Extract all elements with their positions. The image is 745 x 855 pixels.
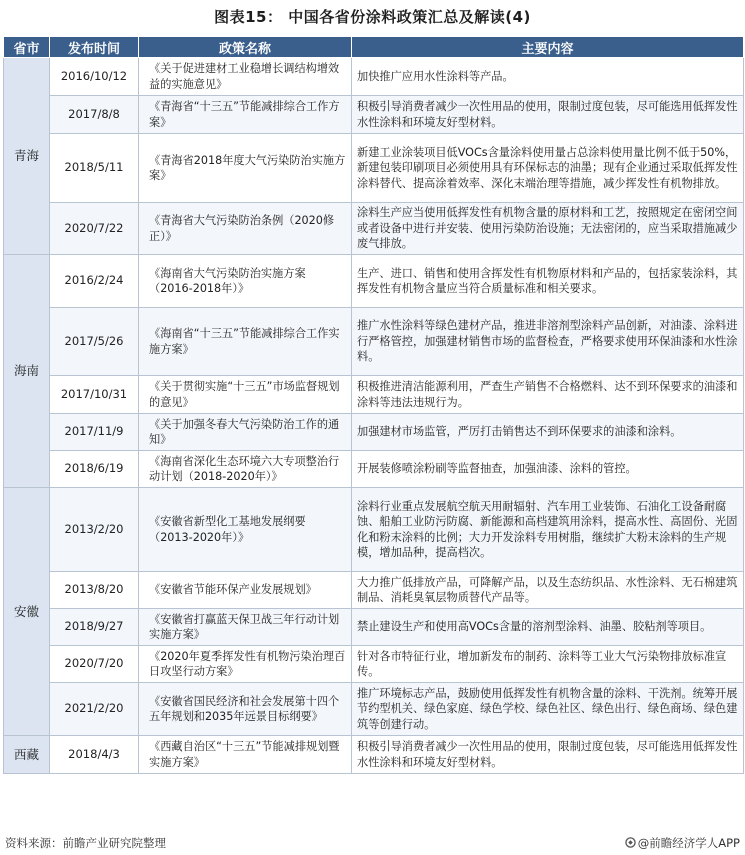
header-policy: 政策名称 [139,37,352,58]
content-cell: 禁止建设生产和使用高VOCs含量的溶剂型涂料、油墨、胶粘剂等项目。 [352,609,744,646]
table-row [4,255,744,308]
policy-name-cell: 《青海省2018年度大气污染防治实施方案》 [139,134,352,203]
table-row [4,414,744,451]
province-cell: 西藏 [4,736,50,774]
table-row [4,451,744,488]
content-cell: 涂料行业重点发展航空航天用耐辐射、汽车用工业装饰、石油化工设备耐腐蚀、船舶工业防污防腐、新能源和高档建筑用涂料，提高水性、高固份、光固化和粉末涂料的比例；大力开发涂料专用树脂，继续扩大粉末涂料的生产规模，增加品种，提高档次。 [352,488,744,572]
table-row [4,134,744,203]
table-row [4,308,744,376]
policy-name-cell: 《安徽省节能环保产业发展规划》 [139,572,352,609]
policy-name-cell: 《安徽省打赢蓝天保卫战三年行动计划实施方案》 [139,609,352,646]
policy-table [3,36,744,774]
source-note: 资料来源：前瞻产业研究院整理 [5,836,166,850]
table-row [4,646,744,683]
brand-label: @前瞻经济学人APP [637,836,740,850]
date-cell: 2020/7/22 [50,203,139,255]
date-cell: 2018/9/27 [50,609,139,646]
date-cell: 2018/5/11 [50,134,139,203]
policy-name-cell: 《关于贯彻实施“十三五”市场监督规划的意见》 [139,376,352,414]
policy-name-cell: 《安徽省国民经济和社会发展第十四个五年规划和2035年远景目标纲要》 [139,683,352,736]
province-cell: 青海 [4,58,50,255]
brand-logo [625,835,740,851]
policy-name-cell: 《青海省大气污染防治条例（2020修正）》 [139,203,352,255]
table-row [4,609,744,646]
table-row [4,96,744,134]
date-cell: 2021/2/20 [50,683,139,736]
qianzhan-logo-icon [625,836,636,850]
province-cell: 海南 [4,255,50,488]
chart-title: 图表15： 中国各省份涂料政策汇总及解读(4) [214,8,531,26]
content-cell: 生产、进口、销售和使用含挥发性有机物原材料和产品的，包括家装涂料，其挥发性有机物含量应当符合质量标准和相关要求。 [352,255,744,308]
policy-name-cell: 《青海省“十三五”节能减排综合工作方案》 [139,96,352,134]
content-cell: 加快推广应用水性涂料等产品。 [352,58,744,96]
policy-name-cell: 《西藏自治区“十三五”节能减排规划暨实施方案》 [139,736,352,774]
table-row [4,58,744,96]
date-cell: 2013/8/20 [50,572,139,609]
policy-name-cell: 《关于加强冬春大气污染防治工作的通知》 [139,414,352,451]
table-row [4,376,744,414]
content-cell: 推广环境标志产品，鼓励使用低挥发性有机物含量的涂料、干洗剂。统筹开展节约型机关、绿色家庭、绿色学校、绿色社区、绿色出行、绿色商场、绿色建筑等创建行动。 [352,683,744,736]
policy-name-cell: 《关于促进建材工业稳增长调结构增效益的实施意见》 [139,58,352,96]
header-province: 省市 [4,37,50,58]
content-cell: 加强建材市场监管，严厉打击销售达不到环保要求的油漆和涂料。 [352,414,744,451]
date-cell: 2018/4/3 [50,736,139,774]
policy-name-cell: 《海南省大气污染防治实施方案（2016-2018年）》 [139,255,352,308]
header-content: 主要内容 [352,37,744,58]
date-cell: 2017/5/26 [50,308,139,376]
content-cell: 针对各市特征行业，增加新发布的制药、涂料等工业大气污染物排放标准宣传。 [352,646,744,683]
policy-name-cell: 《2020年夏季挥发性有机物污染治理百日攻坚行动方案》 [139,646,352,683]
content-cell: 大力推广低排放产品，可降解产品，以及生态纺织品、水性涂料、无石棉建筑制品、消耗臭氧层物质替代产品等。 [352,572,744,609]
table-row [4,203,744,255]
content-cell: 积极引导消费者减少一次性用品的使用，限制过度包装，尽可能选用低挥发性水性涂料和环境友好型材料。 [352,736,744,774]
content-cell: 涂料生产应当使用低挥发性有机物含量的原材料和工艺，按照规定在密闭空间或者设备中进行并安装、使用污染防治设施；无法密闭的，应当采取措施减少废气排放。 [352,203,744,255]
date-cell: 2017/11/9 [50,414,139,451]
date-cell: 2016/2/24 [50,255,139,308]
table-row [4,572,744,609]
date-cell: 2017/10/31 [50,376,139,414]
date-cell: 2020/7/20 [50,646,139,683]
date-cell: 2017/8/8 [50,96,139,134]
header-row [4,37,744,58]
content-cell: 积极推进清洁能源利用，严查生产销售不合格燃料、达不到环保要求的油漆和涂料等违法违规行为。 [352,376,744,414]
content-cell: 开展装修喷涂粉刷等监督抽查，加强油漆、涂料的管控。 [352,451,744,488]
date-cell: 2013/2/20 [50,488,139,572]
content-cell: 积极引导消费者减少一次性用品的使用，限制过度包装，尽可能选用低挥发性水性涂料和环境友好型材料。 [352,96,744,134]
date-cell: 2016/10/12 [50,58,139,96]
policy-name-cell: 《海南省“十三五”节能减排综合工作实施方案》 [139,308,352,376]
content-cell: 推广水性涂料等绿色建材产品，推进非溶剂型涂料产品创新，对油漆、涂料进行严格管控，加强建材销售市场的监督检查，严格要求使用环保油漆和水性涂料。 [352,308,744,376]
table-row [4,683,744,736]
table-row [4,488,744,572]
policy-name-cell: 《安徽省新型化工基地发展纲要（2013-2020年）》 [139,488,352,572]
policy-name-cell: 《海南省深化生态环境六大专项整治行动计划（2018-2020年）》 [139,451,352,488]
header-date: 发布时间 [50,37,139,58]
table-row [4,736,744,774]
content-cell: 新建工业涂装项目低VOCs含量涂料使用量占总涂料使用量比例不低于50%，新建包装印刷项目必须使用具有环保标志的油墨；现有企业通过采取低挥发性涂料替代、提高涂着效率、深化末端治理等措施，减少挥发性有机物排放。 [352,134,744,203]
date-cell: 2018/6/19 [50,451,139,488]
province-cell: 安徽 [4,488,50,736]
